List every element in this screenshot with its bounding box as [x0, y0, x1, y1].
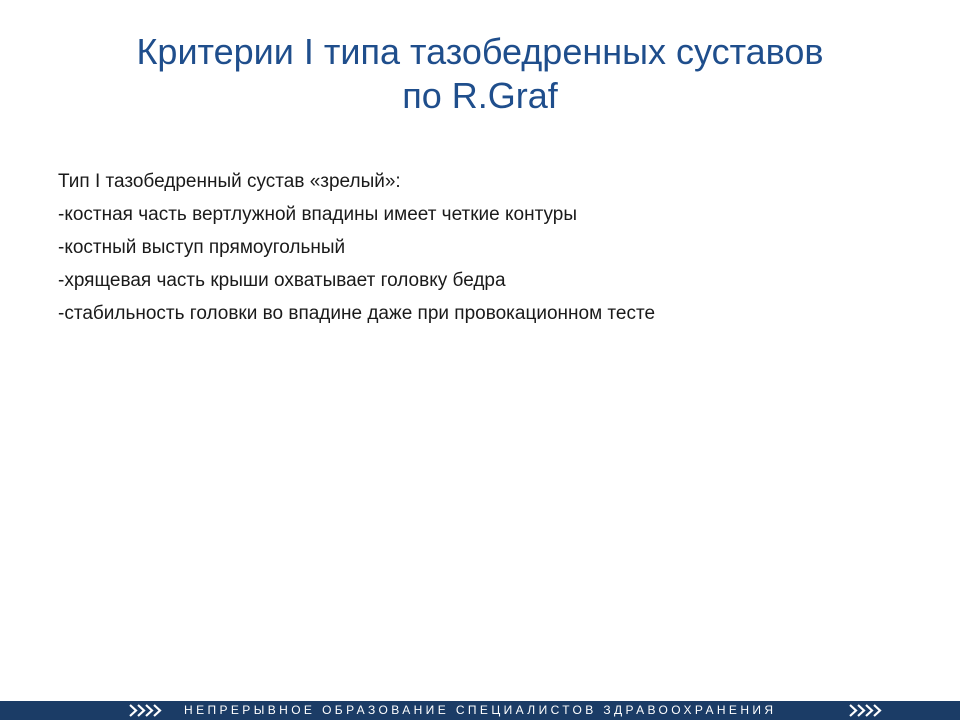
slide-title [0, 30, 960, 118]
slide-body [58, 165, 918, 330]
list-item: -костная часть вертлужной впадины имеет четкие контуры [58, 204, 577, 225]
slide-title-line-1: Критерии I типа тазобедренных суставов [136, 31, 824, 72]
list-item: -стабильность головки во впадине даже при провокационном тесте [58, 303, 656, 324]
intro-line: Тип I тазобедренный сустав «зрелый»: [58, 171, 401, 192]
double-chevron-right-icon [848, 703, 886, 723]
footer-bar [0, 701, 960, 720]
list-item: -хрящевая часть крыши охватывает головку бедра [58, 270, 506, 291]
slide-title-line-2: по R.Graf [402, 75, 558, 116]
list-item: -костный выступ прямоугольный [58, 237, 346, 258]
double-chevron-right-icon [128, 703, 166, 723]
footer-text: НЕПРЕРЫВНОЕ ОБРАЗОВАНИЕ СПЕЦИАЛИСТОВ ЗДРАВООХРАНЕНИЯ [184, 703, 777, 717]
